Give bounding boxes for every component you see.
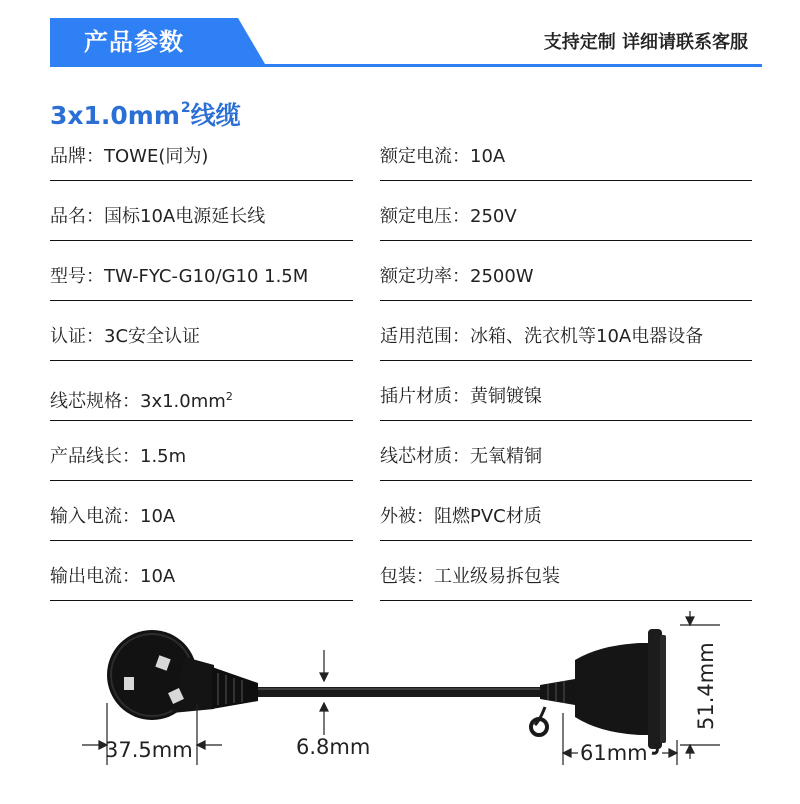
- spec-value: TW-FYC-G10/G10 1.5M: [104, 266, 309, 287]
- spec-value: 黄铜镀镍: [470, 386, 542, 407]
- cable-spec-text: 3x1.0mm: [50, 101, 180, 130]
- spec-label: 插片材质：: [380, 386, 470, 407]
- cable-drawing: [0, 605, 800, 800]
- spec-value: 10A: [140, 506, 176, 527]
- cable-dimension-diagram: [0, 605, 800, 800]
- spec-row-input-current: [50, 488, 353, 541]
- spec-row-blade-material: [380, 368, 752, 421]
- spec-row-core-spec: [50, 368, 353, 421]
- section-title: 产品参数: [84, 28, 184, 56]
- cable-spec-superscript: 2: [180, 100, 191, 116]
- spec-value: 3x1.0mm: [140, 391, 226, 412]
- spec-label: 额定功率：: [380, 266, 470, 287]
- spec-label: 适用范围：: [380, 326, 470, 347]
- spec-row-application: [380, 308, 752, 361]
- spec-row-jacket: [380, 488, 752, 541]
- socket-head: [531, 629, 666, 753]
- cable-spec-title: [50, 88, 241, 128]
- spec-label: 线芯规格：: [50, 391, 140, 412]
- spec-value: 2500W: [470, 266, 534, 287]
- spec-label: 品牌：: [50, 146, 104, 167]
- spec-row-brand: [50, 128, 353, 181]
- cable-spec-suffix: 线缆: [190, 101, 241, 130]
- spec-row-model: [50, 248, 353, 301]
- extension-cable: [258, 687, 540, 697]
- spec-row-core-material: [380, 428, 752, 481]
- header-banner: [0, 0, 800, 70]
- spec-label: 额定电压：: [380, 206, 470, 227]
- spec-value: TOWE(同为): [104, 146, 209, 167]
- spec-value: 冰箱、洗衣机等10A电器设备: [470, 326, 704, 347]
- spec-row-packaging: [380, 548, 752, 601]
- spec-value: 无氧精铜: [470, 446, 542, 467]
- spec-label: 产品线长：: [50, 446, 140, 467]
- spec-value: 工业级易拆包装: [434, 566, 560, 587]
- spec-value: 10A: [470, 146, 506, 167]
- spec-label: 包装：: [380, 566, 434, 587]
- spec-row-output-current: [50, 548, 353, 601]
- socket-height-label: 51.4mm: [694, 642, 718, 730]
- spec-label: 外被：: [380, 506, 434, 527]
- customization-note: 支持定制 详细请联系客服: [543, 32, 748, 53]
- spec-value-superscript: 2: [225, 390, 233, 403]
- spec-value: 1.5m: [140, 446, 187, 467]
- spec-label: 输出电流：: [50, 566, 140, 587]
- spec-row-rated-voltage: [380, 188, 752, 241]
- spec-label: 额定电流：: [380, 146, 470, 167]
- spec-label: 输入电流：: [50, 506, 140, 527]
- spec-value: 10A: [140, 566, 176, 587]
- spec-row-product-name: [50, 188, 353, 241]
- spec-row-rated-power: [380, 248, 752, 301]
- plug-width-label: 37.5mm: [105, 738, 193, 762]
- socket-length-label: 61mm: [580, 741, 648, 765]
- spec-row-rated-current: [380, 128, 752, 181]
- spec-value: 250V: [470, 206, 517, 227]
- spec-label: 型号：: [50, 266, 104, 287]
- spec-label: 品名：: [50, 206, 104, 227]
- spec-value: 国标10A电源延长线: [104, 206, 266, 227]
- spec-value: 3C安全认证: [104, 326, 201, 347]
- spec-value: 阻燃PVC材质: [434, 506, 542, 527]
- spec-row-certification: [50, 308, 353, 361]
- spec-row-cable-length: [50, 428, 353, 481]
- plug-head: [107, 630, 258, 720]
- spec-label: 认证：: [50, 326, 104, 347]
- spec-label: 线芯材质：: [380, 446, 470, 467]
- cable-diameter-label: 6.8mm: [296, 735, 371, 759]
